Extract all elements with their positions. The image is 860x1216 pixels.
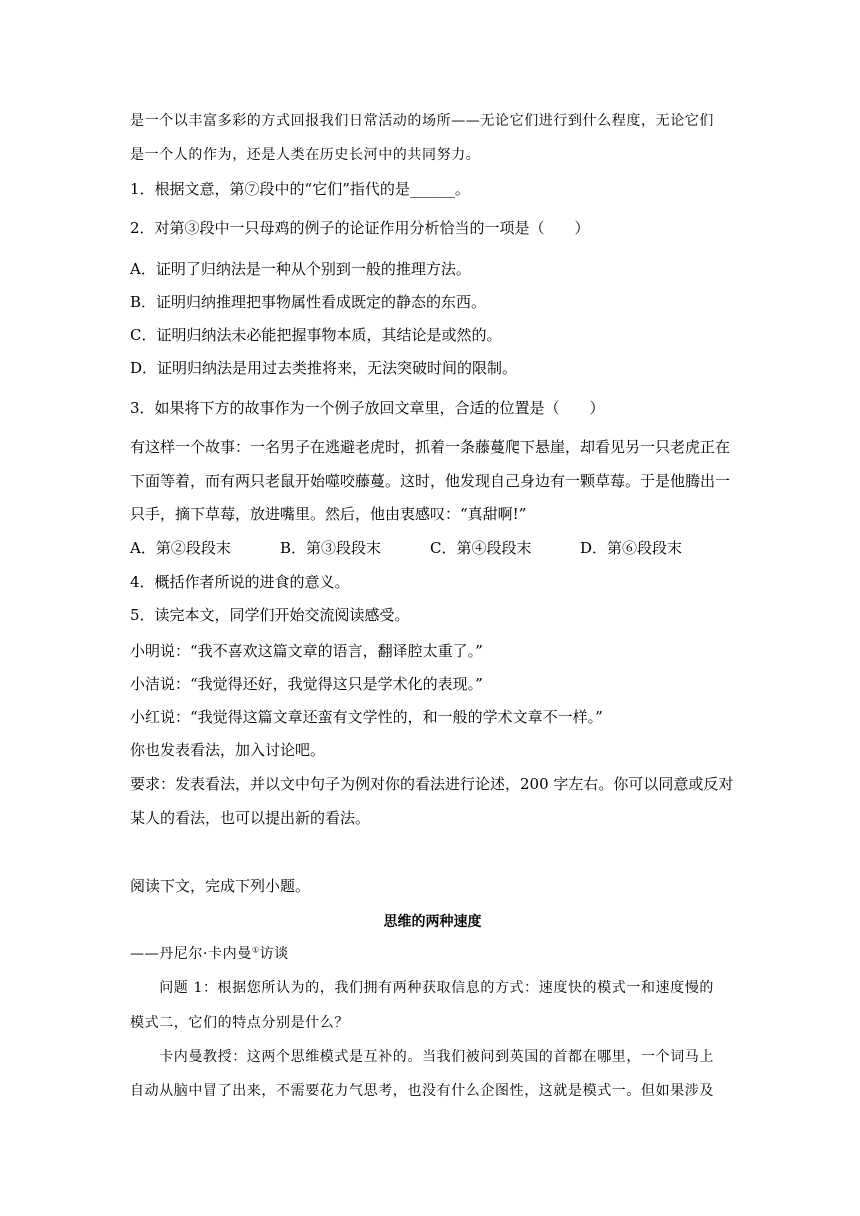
question-1: 1．根据文意，第⑦段中的“它们”指代的是______。 [130, 180, 470, 198]
q5-line: 你也发表看法，加入讨论吧。 [130, 741, 326, 759]
q2-option-d: D．证明归纳法是用过去类推将来，无法突破时间的限制。 [130, 359, 518, 377]
paragraph-line: 模式二，它们的特点分别是什么？ [130, 1015, 349, 1031]
paragraph-line: 卡内曼教授：这两个思维模式是互补的。当我们被问到英国的首都在哪里，一个词马上 [130, 1049, 714, 1065]
paragraph-line: 自动从脑中冒了出来，不需要花力气思考，也没有什么企图性，这就是模式一。但如果涉及 [130, 1083, 714, 1099]
q5-line: 小红说：“我觉得这篇文章还蛮有文学性的，和一般的学术文章不一样。” [130, 708, 603, 726]
question-4: 4．概括作者所说的进食的意义。 [130, 573, 350, 591]
question-2: 2．对第③段中一只母鸡的例子的论证作用分析恰当的一项是（ ） [130, 219, 590, 237]
q3-option-d: D．第⑥段段末 [580, 539, 683, 557]
section-intro: 阅读下文，完成下列小题。 [130, 877, 311, 895]
q3-option-a: A．第②段段末 [130, 539, 231, 557]
q2-option-a: A．证明了归纳法是一种从个别到一般的推理方法。 [130, 260, 471, 278]
q3-story-line: 下面等着，而有两只老鼠开始噬咬藤蔓。这时，他发现自己身边有一颗草莓。于是他腾出一 [130, 472, 731, 490]
article-byline [130, 943, 735, 965]
q5-requirement: 某人的看法，也可以提出新的看法。 [130, 809, 371, 827]
passage-line: 是一个以丰富多彩的方式回报我们日常活动的场所——无论它们进行到什么程度，无论它们 [130, 113, 714, 129]
byline-tail: 访谈 [259, 946, 289, 962]
q3-story-line: 只手，摘下草莓，放进嘴里。然后，他由衷感叹：“真甜啊!” [130, 505, 527, 523]
q5-line: 小洁说：“我觉得还好，我觉得这只是学术化的表现。” [130, 675, 483, 693]
passage-line: 是一个人的作为，还是人类在历史长河中的共同努力。 [130, 147, 481, 163]
byline-text: ——丹尼尔·卡内曼 [130, 946, 252, 962]
q3-option-b: B．第③段段末 [280, 539, 382, 557]
question-3: 3．如果将下方的故事作为一个例子放回文章里，合适的位置是（ ） [130, 399, 605, 417]
footnote-marker: ① [251, 945, 260, 955]
article-title: 思维的两种速度 [383, 914, 482, 930]
q3-options [130, 537, 735, 559]
q2-option-c: C．证明归纳法未必能把握事物本质，其结论是或然的。 [130, 326, 502, 344]
q3-story-line: 有这样一个故事：一名男子在逃避老虎时，抓着一条藤蔓爬下悬崖，却看见另一只老虎正在 [130, 438, 731, 456]
question-5: 5．读完本文，同学们开始交流阅读感受。 [130, 606, 410, 624]
q5-requirement: 要求：发表看法，并以文中句子为例对你的看法进行论述，200 字左右。你可以同意或反对 [130, 775, 734, 793]
q5-line: 小明说：“我不喜欢这篇文章的语言，翻译腔太重了。” [130, 642, 483, 660]
q2-option-b: B．证明归纳推理把事物属性看成既定的静态的东西。 [130, 293, 487, 311]
q3-option-c: C．第④段段末 [430, 539, 532, 557]
paragraph-line: 问题 1：根据您所认为的，我们拥有两种获取信息的方式：速度快的模式一和速度慢的 [130, 980, 714, 996]
